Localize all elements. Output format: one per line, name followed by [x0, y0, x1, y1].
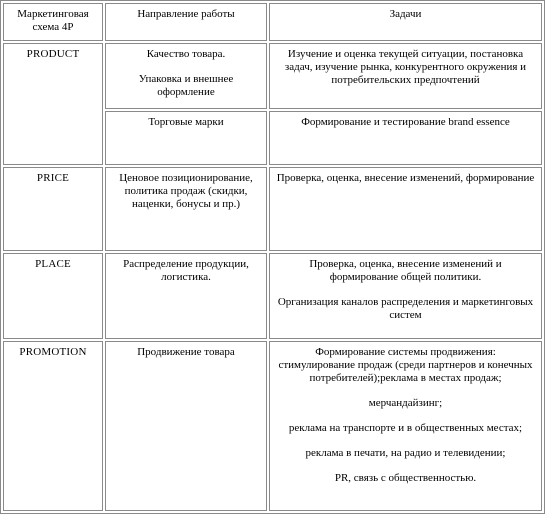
header-row [3, 3, 542, 41]
direction-cell [105, 43, 267, 109]
task-text: PR, связь с общественностью. [334, 471, 477, 484]
p-label-promotion: PROMOTION [19, 346, 87, 358]
task-text: мерчандайзинг; [368, 396, 443, 409]
p-cell-promotion [3, 341, 103, 511]
p-cell-place [3, 253, 103, 339]
p-label-price: PRICE [36, 172, 70, 184]
task-text: реклама на транспорте и в общественных местах; [288, 421, 523, 434]
header-direction-text: Направление работы [137, 8, 235, 20]
tasks-cell [269, 111, 542, 165]
table-row [3, 341, 542, 511]
direction-text: Качество товара. [146, 48, 226, 60]
task-text: Организация каналов распределения и маркетинговых систем [277, 295, 534, 321]
direction-cell [105, 341, 267, 511]
direction-cell [105, 167, 267, 251]
direction-cell [105, 111, 267, 165]
tasks-cell [269, 253, 542, 339]
table-row [3, 43, 542, 109]
task-text: Проверка, оценка, внесение изменений, формирование [276, 172, 535, 184]
task-text: Изучение и оценка текущей ситуации, постановка задач, изучение рынка, конкурентного окружения и потребительских предпочтений [284, 48, 527, 86]
direction-text: Ценовое позиционирование, политика продаж (скидки, наценки, бонусы и пр.) [119, 172, 253, 210]
table-row [3, 253, 542, 339]
header-cell-direction [105, 3, 267, 41]
task-text: Формирование системы продвижения: стимулирование продаж (среди партнеров и конечных потребителей);реклама в местах продаж; [278, 346, 533, 384]
p-label-product: PRODUCT [26, 48, 80, 60]
task-text: реклама в печати, на радио и телевидении; [305, 446, 506, 459]
tasks-cell [269, 167, 542, 251]
header-cell-scheme [3, 3, 103, 41]
direction-cell [105, 253, 267, 339]
direction-text: Упаковка и внешнее оформление [138, 72, 234, 98]
table-row [3, 167, 542, 251]
tasks-cell [269, 341, 542, 511]
p-cell-price [3, 167, 103, 251]
direction-text: Продвижение товара [137, 346, 235, 358]
header-tasks-text: Задачи [389, 8, 422, 20]
header-cell-tasks [269, 3, 542, 41]
task-text: Проверка, оценка, внесение изменений и формирование общей политики. [309, 258, 502, 283]
p-cell-product [3, 43, 103, 165]
direction-text: Распределение продукции, логистика. [123, 258, 249, 283]
task-text: Формирование и тестирование brand essence [301, 116, 510, 128]
header-scheme-text: Маркетинговая схема 4Р [17, 8, 89, 33]
tasks-cell [269, 43, 542, 109]
p-label-place: PLACE [35, 258, 71, 270]
direction-text: Торговые марки [148, 116, 224, 128]
